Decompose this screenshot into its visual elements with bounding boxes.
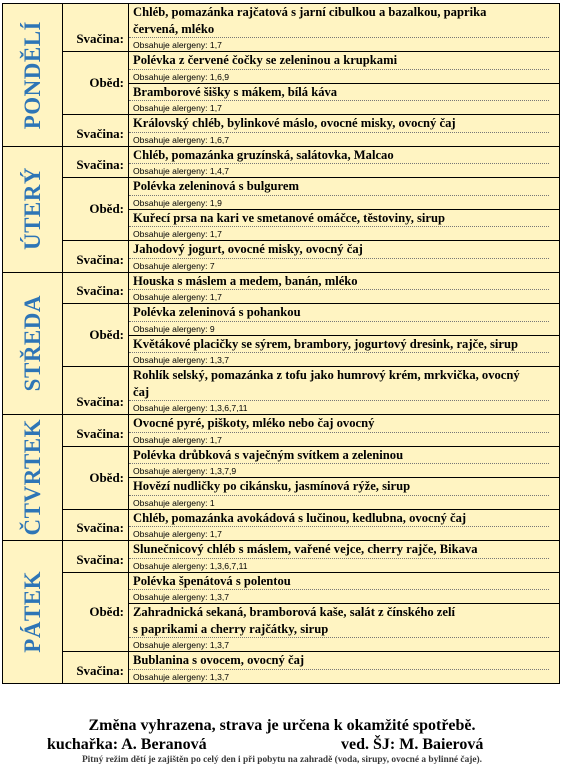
dish-name [129,273,559,290]
day-block [2,273,560,416]
dishes [129,178,559,240]
dish [129,178,559,209]
meal-label: Svačina: [63,510,129,541]
dish [129,209,559,241]
dish [129,115,559,146]
meal-label: Svačina: [63,4,129,51]
meal-row [63,240,559,272]
meal-row [63,415,559,446]
dish-name [129,510,559,527]
meal-row [63,4,559,51]
meal-label: Oběd: [63,573,129,652]
dishes [129,541,559,572]
allergens-note: Obsahuje alergeny: 1,3,6,7,11 [129,558,549,572]
meal-label: Svačina: [63,115,129,146]
drink-regime-note: Pitný režim dětí je zajištěn po celý den i při pobytu na zahradě (voda, sirupy, ovocné a bylinné čaje). [81,755,483,765]
dish-name-line: Houska s máslem a medem, banán, mléko [133,273,358,288]
meal-row [63,51,559,114]
dish [129,447,559,478]
allergens-note: Obsahuje alergeny: 1,9 [129,195,549,209]
day-label [3,273,63,415]
meal-label: Svačina: [63,652,129,683]
dish-name [129,541,559,558]
dish-name-line: Slunečnicový chléb s máslem, vařené vejce, cherry rajče, Bikava [133,542,478,556]
day-label [3,147,63,272]
dish-name [129,52,559,69]
allergens-note: Obsahuje alergeny: 1,7 [129,37,549,51]
dish-name-line: Bublanina s ovocem, ovocný čaj [133,653,305,667]
allergens-note: Obsahuje alergeny: 1,3,6,7,11 [129,400,549,414]
footer [0,716,564,767]
dish-name [129,652,559,669]
dish [129,415,559,446]
dish [129,4,559,51]
day-block [2,147,560,273]
meal-row [63,114,559,146]
day-rows [63,147,559,272]
dish-name-line: Kuřecí prsa na kari ve smetanové omáčce, těstoviny, sirup [133,210,446,225]
dish-name-line: červená, mléko [133,21,215,36]
day-block [2,415,560,541]
meal-label: Svačina: [63,367,129,414]
dishes [129,447,559,509]
cook-name: kuchařka: A. Beranová [47,736,207,753]
day-block [2,3,560,147]
day-rows [63,415,559,540]
meal-row [63,273,559,304]
allergens-note: Obsahuje alergeny: 1,3,7,9 [129,463,549,477]
dish [129,367,559,414]
change-reserved-note: Změna vyhrazena, strava je určena k okamžité spotřebě. [88,717,476,734]
allergens-note: Obsahuje alergeny: 1,3,7 [129,352,549,366]
dish [129,573,559,604]
allergens-note: Obsahuje alergeny: 1,3,7 [129,589,549,603]
meal-row [63,147,559,178]
day-rows [63,273,559,415]
dish-name-line: Polévka drůbková s vaječným svítkem a zeleninou [133,447,404,462]
meal-row [63,446,559,509]
allergens-note: Obsahuje alergeny: 1,7 [129,226,549,240]
allergens-note: Obsahuje alergeny: 1,7 [129,289,549,303]
meal-label: Oběd: [63,447,129,509]
dishes [129,147,559,178]
meal-row [63,509,559,541]
day-rows [63,4,559,146]
allergens-note: Obsahuje alergeny: 1,7 [129,100,549,114]
meal-label: Svačina: [63,147,129,178]
dishes [129,367,559,414]
dish [129,477,559,509]
dish [129,603,559,651]
dishes [129,4,559,51]
dish-name [129,210,559,227]
dish [129,541,559,572]
dish [129,510,559,541]
dish [129,273,559,304]
day-name: ČTVRTEK [19,419,45,536]
dish-name [129,4,559,37]
meal-row [63,541,559,572]
dish-name-line: Zahradnická sekaná, bramborová kaše, salát z čínského zelí [133,605,455,619]
dish-name-line: Polévka špenátová s polentou [133,573,291,588]
dish-name-line: Rohlík selský, pomazánka z tofu jako humrový krém, mrkvička, ovocný [133,368,520,382]
allergens-note: Obsahuje alergeny: 1,3,7 [129,669,549,683]
day-label [3,4,63,146]
dish-name-line: Květákové placičky se sýrem, brambory, jogurtový dresink, rajče, sirup [133,336,519,351]
dish-name-line: s paprikami a cherry rajčátky, sirup [133,621,329,636]
dishes [129,652,559,683]
meal-row [63,366,559,414]
day-name: PÁTEK [19,570,45,653]
allergens-note: Obsahuje alergeny: 7 [129,258,549,272]
meal-label: Oběd: [63,178,129,240]
dish [129,147,559,178]
dish-name [129,447,559,464]
meal-row [63,572,559,652]
dishes [129,304,559,366]
meal-label: Svačina: [63,273,129,304]
day-rows [63,541,559,683]
day-label [3,541,63,683]
manager-name: ved. ŠJ: M. Baierová [341,736,484,753]
dish-name-line: Hovězí nudličky po cikánsku, jasmínová rýže, sirup [133,479,411,493]
day-name: ÚTERÝ [19,167,45,251]
dish [129,652,559,683]
dish-name [129,84,559,101]
dish-name [129,367,559,400]
dish-name-line: Královský chléb, bylinkové máslo, ovocné misky, ovocný čaj [133,116,456,130]
weekly-menu-table [2,3,560,684]
meal-label: Svačina: [63,415,129,446]
dish [129,335,559,367]
dish-name [129,478,559,495]
dish-name-line: Polévka zeleninová s pohankou [133,305,301,319]
dish-name [129,115,559,132]
meal-row [63,177,559,240]
day-name: STŘEDA [19,295,45,392]
dishes [129,241,559,272]
dishes [129,52,559,114]
dish-name-line: Polévka zeleninová s bulgurem [133,179,299,193]
dish-name-line: Polévka z červené čočky se zeleninou a krupkami [133,53,398,67]
day-name: PONDĚLÍ [19,20,45,129]
allergens-note: Obsahuje alergeny: 1,6,7 [129,132,549,146]
day-label [3,415,63,540]
dishes [129,510,559,541]
dish-name-line: Jahodový jogurt, ovocné misky, ovocný čaj [133,242,363,256]
allergens-note: Obsahuje alergeny: 1,6,9 [129,69,549,83]
dish-name-line: čaj [133,384,150,399]
allergens-note: Obsahuje alergeny: 1 [129,495,549,509]
dishes [129,115,559,146]
dishes [129,273,559,304]
dish-name [129,147,559,164]
dish-name [129,573,559,590]
dishes [129,415,559,446]
allergens-note: Obsahuje alergeny: 9 [129,321,549,335]
dish-name [129,241,559,258]
allergens-note: Obsahuje alergeny: 1,7 [129,432,549,446]
dish-name [129,336,559,353]
allergens-note: Obsahuje alergeny: 1,4,7 [129,163,549,177]
allergens-note: Obsahuje alergeny: 1,3,7 [129,637,549,651]
dish-name [129,304,559,321]
dishes [129,573,559,652]
dish-name-line: Bramborové šišky s mákem, bílá káva [133,84,338,99]
dish [129,241,559,272]
signatures [0,735,564,754]
dish [129,52,559,83]
dish-name-line: Ovocné pyré, piškoty, mléko nebo čaj ovocný [133,416,375,430]
dish-name-line: Chléb, pomazánka rajčatová s jarní cibulkou a bazalkou, paprika [133,5,487,19]
dish-name [129,178,559,195]
allergens-note: Obsahuje alergeny: 1,7 [129,526,549,540]
meal-label: Svačina: [63,241,129,272]
meal-label: Svačina: [63,541,129,572]
day-block [2,541,560,684]
dish-name [129,604,559,637]
dish [129,304,559,335]
meal-row [63,303,559,366]
meal-label: Oběd: [63,304,129,366]
meal-row [63,651,559,683]
dish [129,83,559,115]
dish-name-line: Chléb, pomazánka gruzínská, salátovka, Malcao [133,147,394,162]
dish-name [129,415,559,432]
dish-name-line: Chléb, pomazánka avokádová s lučinou, kedlubna, ovocný čaj [133,510,467,525]
meal-label: Oběd: [63,52,129,114]
